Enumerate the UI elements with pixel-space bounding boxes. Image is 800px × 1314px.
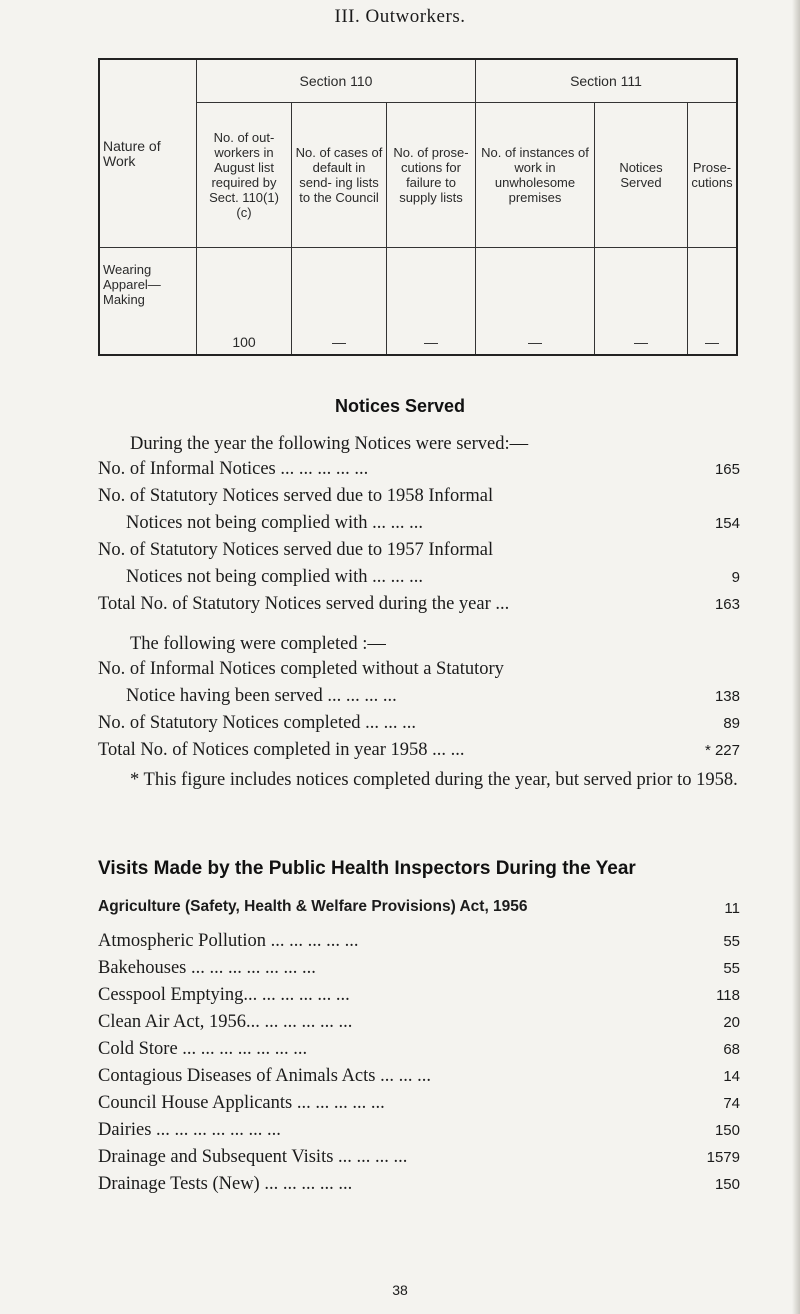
notice-label-continued: Notices not being complied with ... ... ... <box>126 567 423 587</box>
visit-value: 55 <box>723 960 740 977</box>
completed-value: * 227 <box>704 742 740 759</box>
completed-label: Total No. of Notices completed in year 1958 ... ... <box>98 740 465 760</box>
outworkers-count-header: No. of out- workers in August list required by Sect. 110(1) (c) <box>197 103 292 248</box>
notice-line <box>98 486 740 510</box>
notices-served-cell: — <box>595 248 688 356</box>
notices-served-title: Notices Served <box>334 396 466 416</box>
notice-line <box>98 513 740 537</box>
completed-intro: The following were completed :— <box>130 634 386 654</box>
notice-label: No. of Statutory Notices served due to 1957 Informal <box>98 540 494 560</box>
visit-label: Dairies ... ... ... ... ... ... ... <box>98 1120 281 1140</box>
notice-value: 165 <box>714 461 740 478</box>
notice-value: 163 <box>714 596 740 613</box>
page-heading: III. Outworkers. <box>334 6 466 27</box>
completed-line <box>98 713 740 737</box>
notice-line <box>98 594 740 618</box>
completed-label: No. of Informal Notices completed without a Statutory <box>98 659 504 679</box>
visits-title: Visits Made by the Public Health Inspectors During the Year <box>98 858 636 879</box>
completed-label-continued: Notice having been served ... ... ... ... <box>126 686 397 706</box>
visit-label: Agriculture (Safety, Health & Welfare Provisions) Act, 1956 <box>98 898 528 915</box>
visit-value: 118 <box>716 987 740 1004</box>
table-section-row <box>99 59 737 103</box>
prosecutions-lists-cell: — <box>387 248 476 356</box>
notice-label: No. of Informal Notices ... ... ... ... ... <box>98 459 369 479</box>
footnote: * This figure includes notices completed during the year, but served prior to 1958. <box>130 770 738 790</box>
notices-served-header: Notices Served <box>595 103 688 248</box>
section-110-header: Section 110 <box>197 59 476 103</box>
visit-line <box>98 1093 740 1117</box>
page-number: 38 <box>392 1282 408 1298</box>
prosecutions-header: Prose- cutions <box>688 103 738 248</box>
visit-value: 1579 <box>706 1149 740 1166</box>
visit-value: 74 <box>723 1095 740 1112</box>
visit-value: 150 <box>714 1122 740 1139</box>
notice-value: 9 <box>731 569 740 586</box>
visit-label: Contagious Diseases of Animals Acts ... ... ... <box>98 1066 431 1086</box>
section-111-header: Section 111 <box>476 59 738 103</box>
unwholesome-instances-header: No. of instances of work in unwholesome premises <box>476 103 595 248</box>
notice-line <box>98 567 740 591</box>
visit-line <box>98 958 740 982</box>
outworkers-table <box>98 58 738 356</box>
unwholesome-instances-cell: — <box>476 248 595 356</box>
visit-label: Cold Store ... ... ... ... ... ... ... <box>98 1039 308 1059</box>
prosecutions-cell: — <box>688 248 738 356</box>
nature-of-work-header: Nature of Work <box>99 59 197 248</box>
prosecutions-lists-header: No. of prose- cutions for failure to supply lists <box>387 103 476 248</box>
visit-value: 14 <box>723 1068 740 1085</box>
notice-label-continued: Notices not being complied with ... ... ... <box>126 513 423 533</box>
visit-value: 11 <box>724 900 740 917</box>
outworkers-count-cell: 100 <box>197 248 292 356</box>
completed-line <box>98 740 740 764</box>
visit-line <box>98 1147 740 1171</box>
completed-line <box>98 686 740 710</box>
page-edge-shadow <box>792 0 800 1314</box>
visit-label: Drainage and Subsequent Visits ... ... ... ... <box>98 1147 408 1167</box>
visit-value: 68 <box>723 1041 740 1058</box>
visit-label: Bakehouses ... ... ... ... ... ... ... <box>98 958 316 978</box>
visit-label: Drainage Tests (New) ... ... ... ... ... <box>98 1174 353 1194</box>
visit-line <box>98 898 740 922</box>
visit-label: Clean Air Act, 1956... ... ... ... ... ... <box>98 1012 353 1032</box>
visit-label: Cesspool Emptying... ... ... ... ... ... <box>98 985 350 1005</box>
notice-line <box>98 540 740 564</box>
visit-line <box>98 931 740 955</box>
completed-value: 138 <box>714 688 740 705</box>
completed-value: 89 <box>723 715 740 732</box>
visit-line <box>98 1012 740 1036</box>
visit-line <box>98 985 740 1009</box>
default-cases-header: No. of cases of default in send- ing lists to the Council <box>292 103 387 248</box>
notice-label: Total No. of Statutory Notices served during the year ... <box>98 594 510 614</box>
visit-value: 20 <box>723 1014 740 1031</box>
visit-line <box>98 1174 740 1198</box>
notice-value: 154 <box>714 515 740 532</box>
nature-of-work-cell: Wearing Apparel— Making <box>99 248 197 356</box>
visit-value: 55 <box>723 933 740 950</box>
notice-line <box>98 459 740 483</box>
visit-label: Atmospheric Pollution ... ... ... ... ... <box>98 931 359 951</box>
default-cases-cell: — <box>292 248 387 356</box>
completed-label: No. of Statutory Notices completed ... ... ... <box>98 713 417 733</box>
notice-label: No. of Statutory Notices served due to 1958 Informal <box>98 486 494 506</box>
visit-line <box>98 1066 740 1090</box>
table-row <box>99 248 737 356</box>
notices-intro: During the year the following Notices were served:— <box>130 434 529 454</box>
visit-label: Council House Applicants ... ... ... ... ... <box>98 1093 385 1113</box>
visit-value: 150 <box>714 1176 740 1193</box>
visit-line <box>98 1039 740 1063</box>
completed-line <box>98 659 740 683</box>
visit-line <box>98 1120 740 1144</box>
